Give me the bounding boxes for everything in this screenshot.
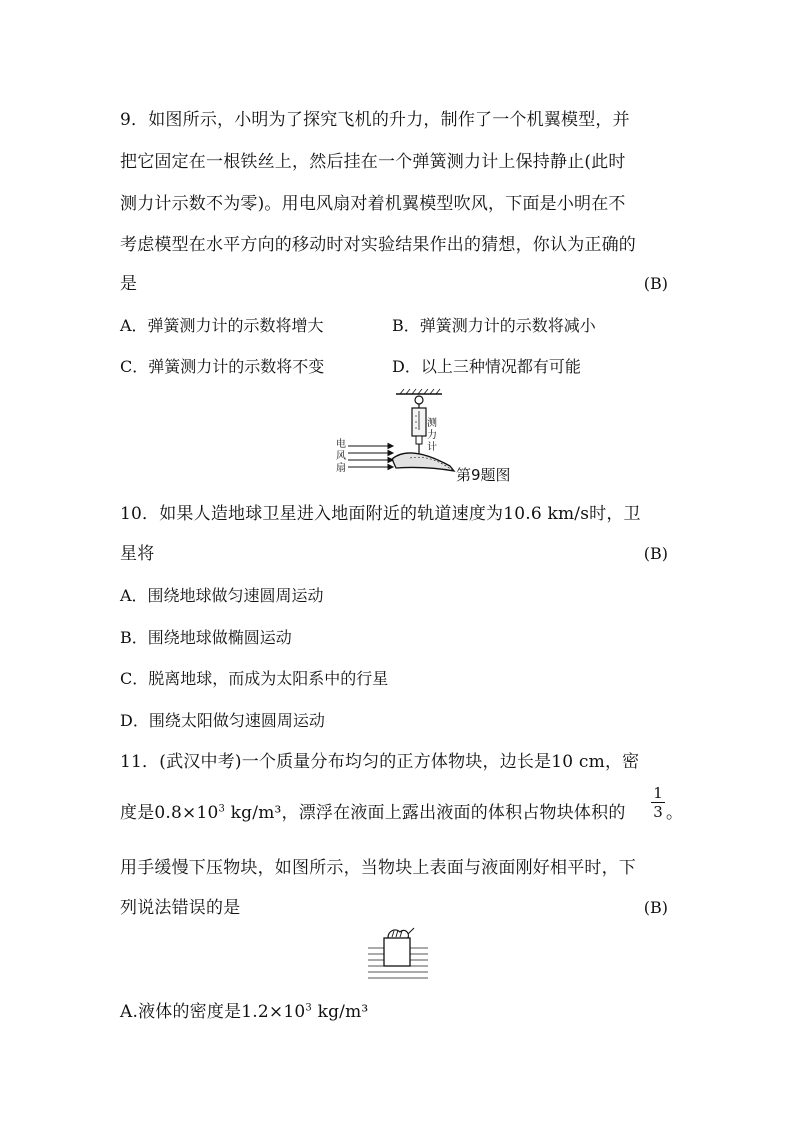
q9-option-b: B．弹簧测力计的示数将减小: [392, 316, 596, 335]
q11-density-exponent: 3: [218, 803, 226, 815]
q11-fraction-numerator: 1: [651, 784, 665, 803]
q11-option-a-exponent: 3: [305, 1002, 312, 1014]
meter-label-char-1: 测: [427, 418, 437, 429]
q9-option-c: C．弹簧测力计的示数将不变: [120, 357, 325, 376]
q11-option-a-text: A.液体的密度是1.2×10: [120, 1002, 306, 1022]
q11-figure-block-in-liquid: [362, 924, 434, 988]
q9-line-4: 考虑模型在水平方向的移动时对实验结果作出的猜想，你认为正确的: [120, 235, 636, 255]
q10-line-1: 10．如果人造地球卫星进入地面附近的轨道速度为10.6 km/s时，卫: [120, 504, 641, 524]
q10-answer: (B): [643, 544, 668, 563]
meter-label-char-3: 计: [427, 442, 437, 453]
fan-label-char-2: 风: [336, 451, 346, 462]
q10-line-2: 星将: [120, 544, 155, 564]
q11-line-2: [120, 801, 626, 825]
fan-label-char-3: 扇: [336, 463, 346, 474]
q9-option-d: D．以上三种情况都有可能: [392, 357, 581, 376]
q10-option-c: C．脱离地球，而成为太阳系中的行星: [120, 669, 389, 688]
meter-label-char-2: 力: [427, 430, 437, 441]
q11-fraction-denominator: 3: [653, 803, 663, 821]
q11-line-2-end: 。: [666, 803, 684, 823]
q10-option-b: B．围绕地球做椭圆运动: [120, 628, 292, 647]
q11-fraction: [651, 784, 665, 821]
q9-answer: (B): [643, 274, 668, 293]
q11-line-4: 列说法错误的是: [120, 898, 241, 918]
q11-line-2-text: kg/m³，漂浮在液面上露出液面的体积占物块体积的: [225, 803, 626, 823]
q11-option-a: [120, 1000, 368, 1024]
q10-option-d: D．围绕太阳做匀速圆周运动: [120, 711, 325, 730]
q11-answer: (B): [643, 898, 668, 917]
q11-line-1: 11．(武汉中考)一个质量分布均匀的正方体物块，边长是10 cm，密: [120, 752, 640, 772]
q9-line-2: 把它固定在一根铁丝上，然后挂在一个弹簧测力计上保持静止(此时: [120, 152, 626, 172]
q11-line-3: 用手缓慢下压物块，如图所示，当物块上表面与液面刚好相平时，下: [120, 858, 636, 878]
q9-line-3: 测力计示数不为零)。用电风扇对着机翼模型吹风，下面是小明在不: [120, 194, 626, 214]
q11-density-value: 度是0.8×10: [120, 803, 219, 823]
q11-option-a-unit: kg/m³: [311, 1002, 369, 1022]
q10-option-a: A．围绕地球做匀速圆周运动: [120, 586, 324, 605]
q9-line-1: 9．如图所示，小明为了探究飞机的升力，制作了一个机翼模型，并: [120, 110, 630, 130]
fan-label-char-1: 电: [336, 439, 346, 450]
q9-figure-spring-scale-wing: [330, 386, 460, 486]
q9-line-5: 是: [120, 274, 138, 294]
q9-option-a: A．弹簧测力计的示数将增大: [120, 316, 324, 335]
q9-figure-caption: 第9题图: [456, 466, 511, 484]
